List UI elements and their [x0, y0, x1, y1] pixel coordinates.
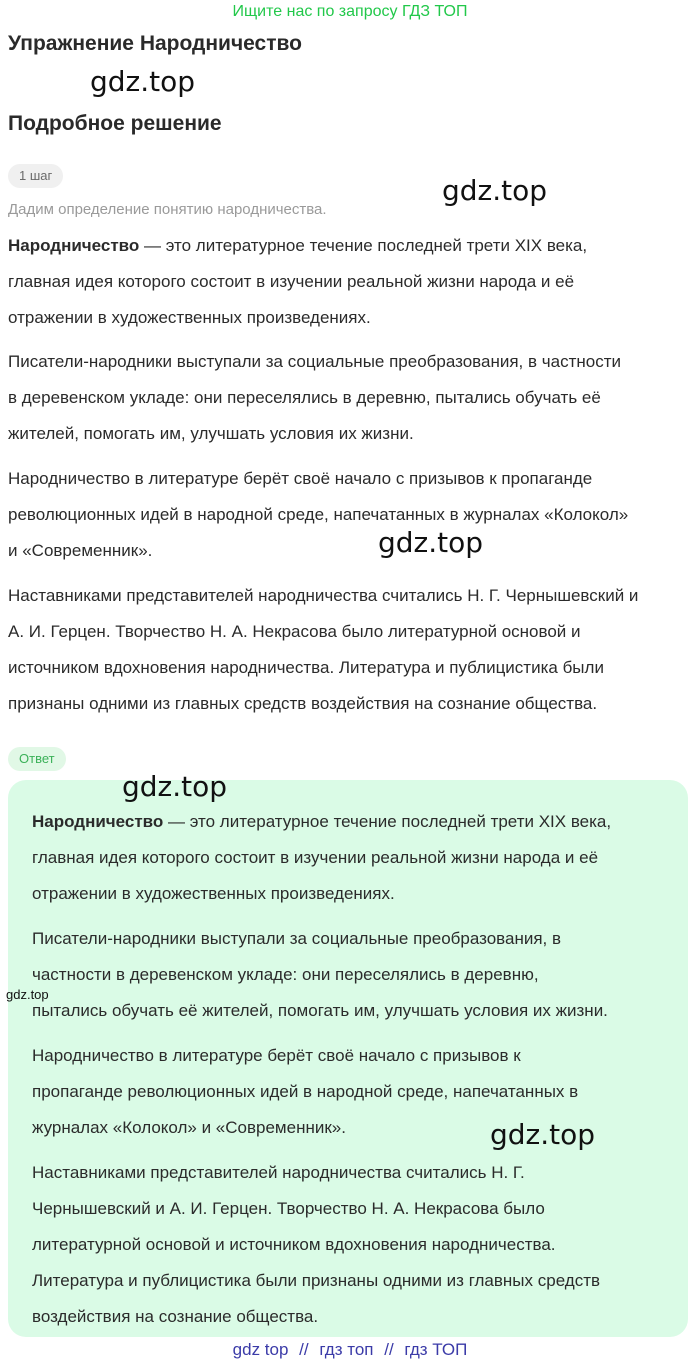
step-badge: 1 шаг — [8, 164, 63, 188]
text-span: — это литературное течение последней трети XIX века, — [139, 236, 588, 255]
separator: // — [384, 1340, 394, 1359]
term-bold: Народничество — [8, 236, 140, 255]
text-line: Чернышевский и А. И. Герцен. Творчество Н. А. Некрасова было — [32, 1199, 545, 1218]
watermark: gdz.top — [90, 65, 196, 98]
text-line: жителей, помогать им, улучшать условия их жизни. — [8, 424, 414, 443]
answer-paragraph-2 — [32, 921, 608, 1029]
solution-paragraph-3 — [8, 461, 628, 569]
text-line: воздействия на сознание общества. — [32, 1307, 319, 1326]
text-line: Наставниками представителей народничества считались Н. Г. Чернышевский и — [8, 586, 639, 605]
text-line: пропаганде революционных идей в народной среде, напечатанных в — [32, 1082, 579, 1101]
footer-links — [0, 1338, 700, 1362]
text-line: Наставниками представителей народничества считались Н. Г. — [32, 1163, 525, 1182]
watermark: gdz.top — [442, 174, 548, 207]
text-line: в деревенском укладе: они переселялись в деревню, пытались обучать её — [8, 388, 601, 407]
text-line: отражении в художественных произведениях. — [8, 308, 371, 327]
answer-paragraph-4 — [32, 1155, 600, 1335]
separator: // — [299, 1340, 309, 1359]
text-line: революционных идей в народной среде, напечатанных в журналах «Колокол» — [8, 505, 629, 524]
text-line — [8, 228, 587, 264]
watermark: gdz.top — [122, 770, 228, 803]
text-line: А. И. Герцен. Творчество Н. А. Некрасова было литературной основой и — [8, 622, 581, 641]
answer-badge: Ответ — [8, 747, 66, 771]
text-line: главная идея которого состоит в изучении реальной жизни народа и её — [8, 272, 575, 291]
footer-link[interactable]: гдз ТОП — [404, 1340, 468, 1359]
text-line — [32, 804, 611, 840]
solution-paragraph-2 — [8, 344, 621, 452]
text-line: частности в деревенском укладе: они переселялись в деревню, — [32, 965, 539, 984]
solution-paragraph-4 — [8, 578, 638, 722]
page-title: Упражнение Народничество — [8, 32, 302, 55]
text-line: главная идея которого состоит в изучении реальной жизни народа и её — [32, 848, 599, 867]
footer-link[interactable]: гдз топ — [319, 1340, 374, 1359]
solution-paragraph-1 — [8, 228, 587, 336]
text-line: литературной основой и источником вдохновения народничества. — [32, 1235, 556, 1254]
text-line: пытались обучать её жителей, помогать им, улучшать условия их жизни. — [32, 1001, 608, 1020]
watermark: gdz.top — [490, 1118, 596, 1151]
step-intro: Дадим определение понятию народничества. — [8, 201, 327, 218]
text-line: журналах «Колокол» и «Современник». — [32, 1118, 346, 1137]
text-line: Народничество в литературе берёт своё начало с призывов к — [32, 1046, 521, 1065]
text-line: Народничество в литературе берёт своё начало с призывов к пропаганде — [8, 469, 593, 488]
term-bold: Народничество — [32, 812, 164, 831]
text-line: Литература и публицистика были признаны одними из главных средств — [32, 1271, 601, 1290]
text-line: источником вдохновения народничества. Литература и публицистика были — [8, 658, 604, 677]
search-hint-link[interactable]: Ищите нас по запросу ГДЗ ТОП — [232, 3, 468, 20]
text-line: признаны одними из главных средств воздействия на сознание общества. — [8, 694, 598, 713]
watermark: gdz.top — [6, 987, 49, 1002]
text-line: Писатели-народники выступали за социальные преобразования, в частности — [8, 352, 621, 371]
text-line: и «Современник». — [8, 541, 153, 560]
text-line: отражении в художественных произведениях. — [32, 884, 395, 903]
text-line: Писатели-народники выступали за социальные преобразования, в — [32, 929, 562, 948]
section-heading: Подробное решение — [8, 112, 222, 135]
watermark: gdz.top — [378, 526, 484, 559]
text-span: — это литературное течение последней трети XIX века, — [163, 812, 612, 831]
footer-link[interactable]: gdz top — [232, 1340, 289, 1359]
answer-paragraph-1 — [32, 804, 611, 912]
